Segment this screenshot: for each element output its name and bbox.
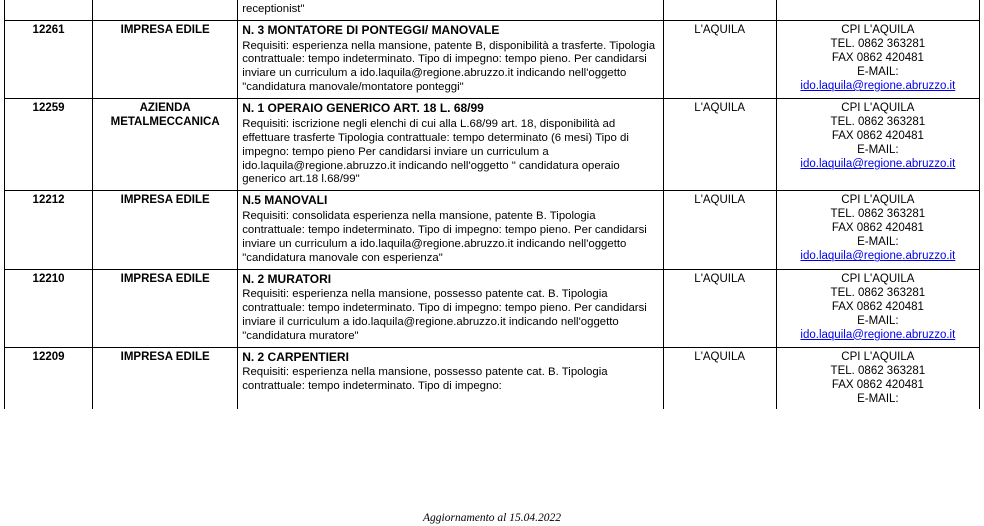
- offer-id: 12209: [5, 347, 93, 409]
- offer-id: [5, 0, 93, 20]
- contact-office: CPI L'AQUILA: [841, 272, 915, 285]
- offer-contact: [776, 20, 979, 98]
- offer-place: [663, 0, 776, 20]
- offer-company: [93, 0, 238, 20]
- contact-fax: FAX 0862 420481: [831, 51, 924, 64]
- contact-email-link[interactable]: ido.laquila@regione.abruzzo.it: [800, 328, 956, 341]
- offer-company: IMPRESA EDILE: [93, 347, 238, 409]
- footer-update-note: Aggiornamento al 15.04.2022: [423, 512, 561, 524]
- contact-email-label: E-MAIL:: [857, 65, 899, 78]
- contact-telephone: TEL. 0862 363281: [830, 37, 926, 50]
- offer-place: L'AQUILA: [663, 99, 776, 191]
- contact-office: CPI L'AQUILA: [841, 23, 915, 36]
- offer-company: IMPRESA EDILE: [93, 269, 238, 347]
- offer-id: 12261: [5, 20, 93, 98]
- contact-office: CPI L'AQUILA: [841, 194, 915, 207]
- table-row: [5, 191, 980, 269]
- offer-place: L'AQUILA: [663, 191, 776, 269]
- offer-description: [238, 191, 663, 269]
- contact-fax: FAX 0862 420481: [831, 222, 924, 235]
- contact-telephone: TEL. 0862 363281: [830, 286, 926, 299]
- contact-office: CPI L'AQUILA: [841, 102, 915, 115]
- table-row: [5, 99, 980, 191]
- contact-email-link[interactable]: ido.laquila@regione.abruzzo.it: [800, 250, 956, 263]
- contact-telephone: TEL. 0862 363281: [830, 116, 926, 129]
- offer-description: [238, 0, 663, 20]
- offer-contact: [776, 191, 979, 269]
- contact-office: CPI L'AQUILA: [841, 350, 915, 363]
- contact-email-label: E-MAIL:: [857, 392, 899, 405]
- offer-title: N. 3 MONTATORE DI PONTEGGI/ MANOVALE: [242, 22, 500, 37]
- contact-email-label: E-MAIL:: [857, 236, 899, 249]
- table-row: [5, 269, 980, 347]
- offer-requirements: Requisiti: iscrizione negli elenchi di cui alla L.68/99 art. 18, disponibilità ad effettuare trasferte Tipologia contrattuale: tempo determinato (6 mesi) Tipo di impegno: tempo pieno Per candidarsi inviare un curriculum a ido.laquila@regione.abruzzo.it indicando nell'oggetto " candidatura operaio generico art.18 l.68/99": [242, 117, 629, 186]
- offer-contact: [776, 347, 979, 409]
- table-row: [5, 347, 980, 409]
- offer-contact: [776, 269, 979, 347]
- offer-contact: [776, 99, 979, 191]
- offer-place: L'AQUILA: [663, 20, 776, 98]
- contact-email-label: E-MAIL:: [857, 314, 899, 327]
- offer-title: N. 2 MURATORI: [242, 271, 332, 286]
- offer-company: IMPRESA EDILE: [93, 20, 238, 98]
- offer-id: 12259: [5, 99, 93, 191]
- offer-description: [238, 20, 663, 98]
- offer-requirements: Requisiti: consolidata esperienza nella mansione, patente B. Tipologia contrattuale: tempo indeterminato. Tipo di impegno: tempo pieno. Per candidarsi inviare un curriculum a ido.laquila@regione.abruzzo.it indicando nell'oggetto "candidatura manovale con esperienza": [242, 209, 647, 264]
- contact-email-link[interactable]: ido.laquila@regione.abruzzo.it: [800, 158, 956, 171]
- offer-id: 12210: [5, 269, 93, 347]
- offer-requirements: Requisiti: esperienza nella mansione, possesso patente cat. B. Tipologia contrattuale: tempo indeterminato. Tipo di impegno:: [242, 366, 608, 393]
- offer-title: N. 1 OPERAIO GENERICO ART. 18 L. 68/99: [242, 101, 484, 116]
- offer-description: [238, 99, 663, 191]
- offer-title: N.5 MANOVALI: [242, 193, 328, 208]
- offer-company: AZIENDA METALMECCANICA: [93, 99, 238, 191]
- offer-requirements: Requisiti: esperienza nella mansione, patente B, disponibilità a trasferte. Tipologia contrattuale: tempo indeterminato. Tipo di impegno: tempo pieno. Per candidarsi inviare un curriculum a ido.laquila@regione.abruzzo.it indicando nell'oggetto "candidatura manovale/montatore ponteggi": [242, 39, 656, 94]
- offer-description-fragment: receptionist": [242, 3, 305, 15]
- offer-title: N. 2 CARPENTIERI: [242, 349, 349, 364]
- contact-email-label: E-MAIL:: [857, 144, 899, 157]
- contact-telephone: TEL. 0862 363281: [830, 364, 926, 377]
- offer-contact: [776, 0, 979, 20]
- offer-requirements: Requisiti: esperienza nella mansione, possesso patente cat. B. Tipologia contrattuale: tempo indeterminato. Tipo di impegno: tempo pieno. Per candidarsi inviare il curriculum a ido.laquila@regione.abruzzo.it indicando nell'oggetto "candidatura muratore": [242, 288, 647, 342]
- offer-id: 12212: [5, 191, 93, 269]
- job-offers-table: [4, 0, 980, 409]
- offer-company: IMPRESA EDILE: [93, 191, 238, 269]
- offer-description: [238, 347, 663, 409]
- contact-fax: FAX 0862 420481: [831, 300, 924, 313]
- table-row: [5, 20, 980, 98]
- offer-description: [238, 269, 663, 347]
- offer-place: L'AQUILA: [663, 269, 776, 347]
- contact-fax: FAX 0862 420481: [831, 130, 924, 143]
- table-row: [5, 0, 980, 20]
- contact-fax: FAX 0862 420481: [831, 378, 924, 391]
- offer-place: L'AQUILA: [663, 347, 776, 409]
- contact-email-link[interactable]: ido.laquila@regione.abruzzo.it: [800, 79, 956, 92]
- contact-telephone: TEL. 0862 363281: [830, 208, 926, 221]
